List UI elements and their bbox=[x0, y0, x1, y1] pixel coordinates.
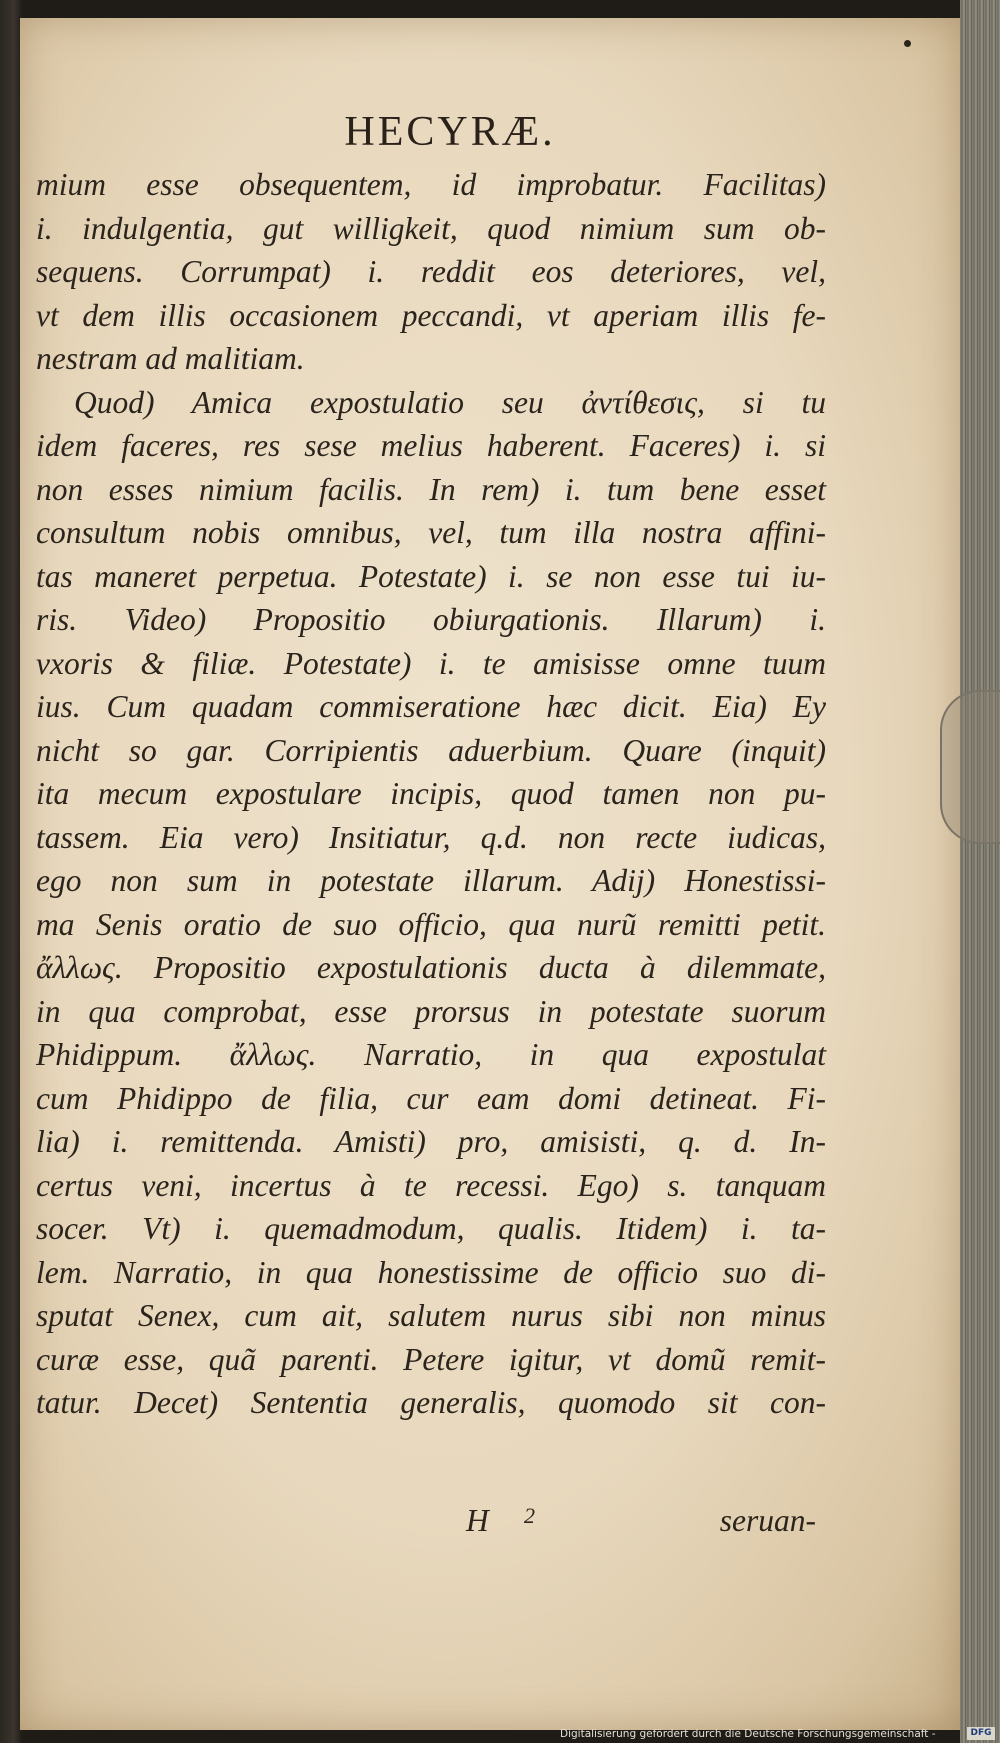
text-line: idem faceres, res sese melius haberent. Faceres) i. si bbox=[36, 428, 826, 463]
dfg-logo: DFG bbox=[967, 1727, 995, 1740]
text-line: sequens. Corrumpat) i. reddit eos deteriores, vel, bbox=[36, 254, 826, 289]
text-line: Quod) Amica expostulatio seu ἀντίθεσις, si tu bbox=[74, 384, 826, 420]
book-clasp bbox=[940, 690, 1000, 844]
text-line: consultum nobis omnibus, vel, tum illa nostra affini- bbox=[36, 515, 826, 550]
ink-spot bbox=[904, 40, 911, 47]
text-line: tassem. Eia vero) Insitiatur, q.d. non recte iudicas, bbox=[36, 819, 826, 855]
text-line: tatur. Decet) Sententia generalis, quomodo sit con- bbox=[36, 1385, 826, 1420]
signature-mark: H bbox=[466, 1503, 489, 1538]
text-line: sputat Senex, cum ait, salutem nurus sibi non minus bbox=[36, 1298, 826, 1333]
digitization-credit: Digitalisierung gefördert durch die Deutsche Forschungsgemeinschaft - bbox=[560, 1728, 936, 1740]
text-line: mium esse obsequentem, id improbatur. Facilitas) bbox=[36, 167, 826, 202]
text-line: ius. Cum quadam commiseratione hæc dicit. Eia) Ey bbox=[36, 689, 826, 724]
book-fore-edge bbox=[960, 0, 1000, 1743]
text-line: non esses nimium facilis. In rem) i. tum bene esset bbox=[36, 471, 826, 507]
catchword: seruan- bbox=[719, 1503, 816, 1538]
text-line: ego non sum in potestate illarum. Adij) Honestissi- bbox=[36, 863, 826, 898]
text-line: ita mecum expostulare incipis, quod tamen non pu- bbox=[36, 776, 826, 811]
text-line: i. indulgentia, gut willigkeit, quod nimium sum ob- bbox=[36, 210, 826, 246]
running-head: HECYRÆ. bbox=[344, 109, 556, 155]
text-line: certus veni, incertus à te recessi. Ego) s. tanquam bbox=[36, 1167, 826, 1203]
text-line: socer. Vt) i. quemadmodum, qualis. Itidem) i. ta- bbox=[36, 1211, 826, 1246]
text-line: vt dem illis occasionem peccandi, vt aperiam illis fe- bbox=[36, 297, 826, 333]
text-line: ma Senis oratio de suo officio, qua nurũ remitti petit. bbox=[36, 906, 826, 942]
text-line: lem. Narratio, in qua honestissime de officio suo di- bbox=[36, 1254, 826, 1290]
text-line: ἄλλως. Propositio expostulationis ducta à dilemmate, bbox=[36, 950, 826, 985]
text-line: lia) i. remittenda. Amisti) pro, amisisti, q. d. In- bbox=[36, 1124, 826, 1159]
text-line: ris. Video) Propositio obiurgationis. Illarum) i. bbox=[36, 602, 826, 637]
text-line: cum Phidippo de filia, cur eam domi detineat. Fi- bbox=[36, 1080, 826, 1116]
text-line: nestram ad malitiam. bbox=[36, 341, 305, 376]
text-line: in qua comprobat, esse prorsus in potestate suorum bbox=[36, 993, 826, 1029]
text-line: vxoris & filiæ. Potestate) i. te amisisse omne tuum bbox=[36, 645, 826, 681]
text-line: nicht so gar. Corripientis aduerbium. Quare (inquit) bbox=[36, 732, 826, 768]
text-line: tas maneret perpetua. Potestate) i. se non esse tui iu- bbox=[36, 558, 826, 594]
page-body-text bbox=[36, 163, 826, 1425]
signature-number: 2 bbox=[524, 1503, 535, 1528]
text-line: Phidippum. ἄλλως. Narratio, in qua expostulat bbox=[36, 1037, 826, 1072]
text-line: curæ esse, quã parenti. Petere igitur, vt domũ remit- bbox=[36, 1341, 826, 1377]
page-footer-line bbox=[36, 1503, 826, 1547]
